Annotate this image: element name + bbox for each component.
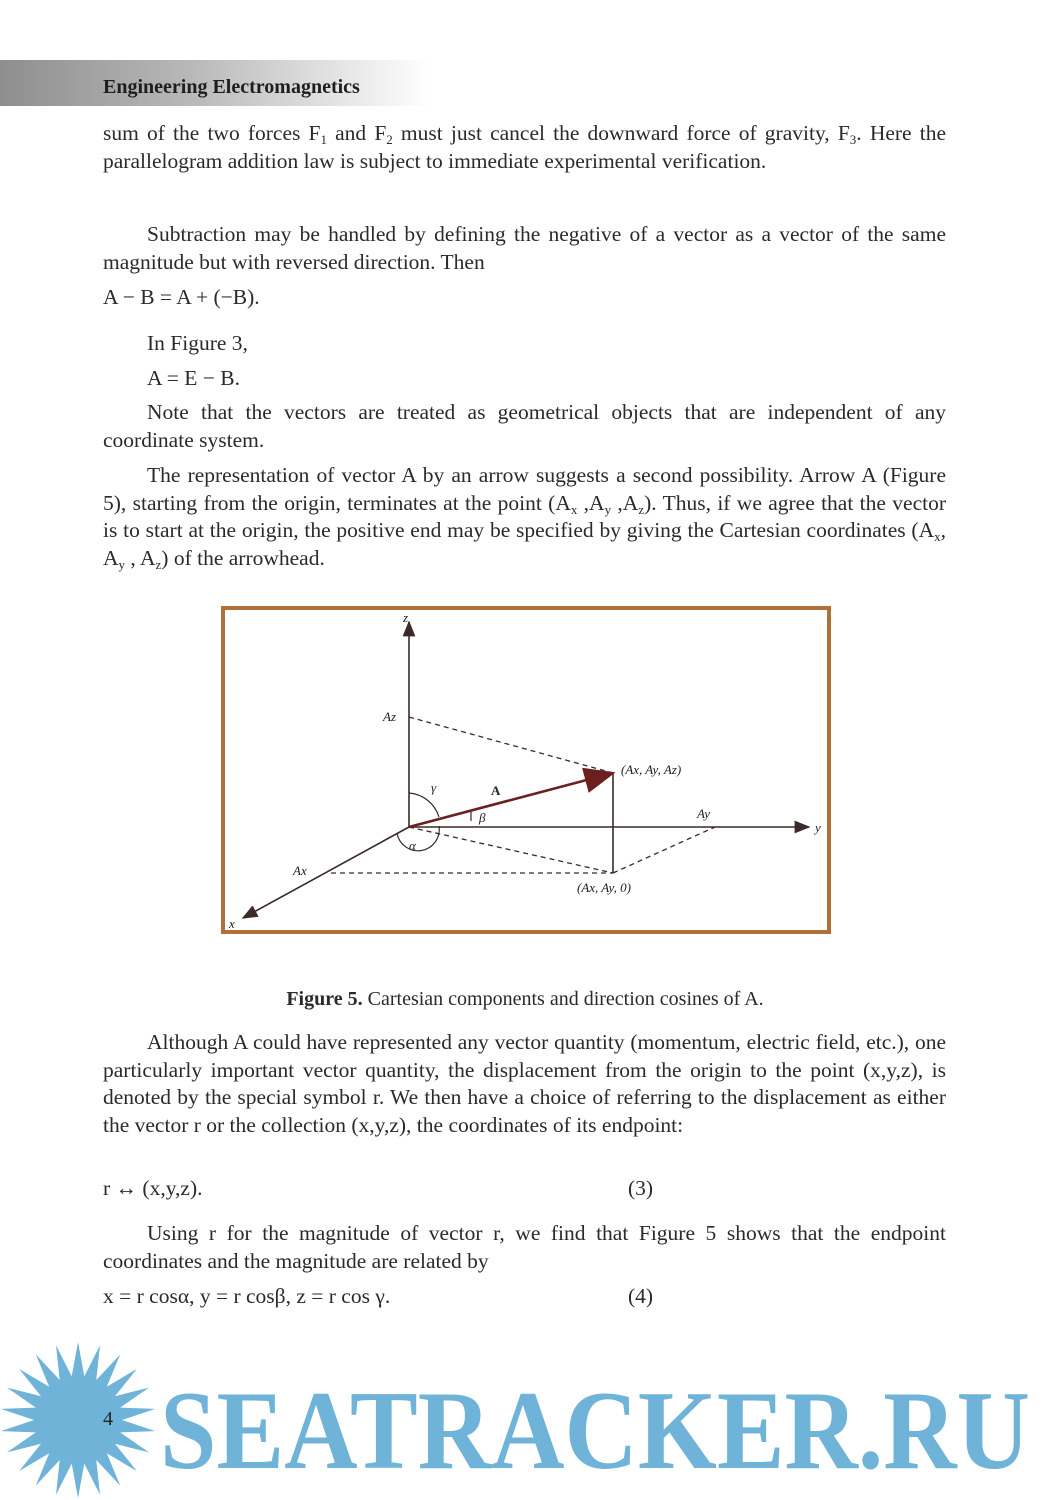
paragraph-forces: sum of the two forces $F_1$ and $F_2$ must just cancel the downward force of gravity, $F_3$. Here the parallelogram addition law is subject to immediate experimental verification. xyxy=(103,121,947,173)
equation-a-e-b: A = E − B. xyxy=(147,366,240,390)
x-axis xyxy=(243,827,409,918)
dash-az-to-point xyxy=(409,717,613,773)
running-head: Engineering Electromagnetics xyxy=(103,76,360,98)
equation-4: x = r cosα, y = r cosβ, z = r cos γ. xyxy=(103,1284,391,1308)
label-az: Az xyxy=(383,709,396,724)
label-x: x xyxy=(229,916,235,930)
label-z: z xyxy=(403,610,409,625)
label-point-xyz: (Ax, Ay, Az) xyxy=(621,762,682,777)
label-ax: Ax xyxy=(293,863,307,878)
page-number: 4 xyxy=(103,1408,113,1430)
figure-caption: Figure 5. Cartesian components and direction cosines of A. xyxy=(286,988,764,1010)
watermark xyxy=(0,1340,1050,1500)
label-y: y xyxy=(815,820,821,835)
label-point-xy0: (Ax, Ay, 0) xyxy=(577,880,631,895)
dash-foot-to-ay xyxy=(613,827,715,873)
equation-4-number: (4) xyxy=(628,1284,654,1308)
label-gamma: γ xyxy=(431,780,437,795)
sun-icon xyxy=(1,1342,155,1498)
figure-5-diagram xyxy=(225,610,827,930)
dash-origin-to-foot xyxy=(409,827,613,873)
equation-3-number: (3) xyxy=(628,1176,654,1200)
text-in-figure-3: In Figure 3, xyxy=(147,331,248,355)
equation-subtraction: A − B = A + (−B). xyxy=(103,285,260,309)
paragraph-magnitude: Using r for the magnitude of vector r, we find that Figure 5 shows that the endpoint coordinates and the magnitude are related by xyxy=(103,1221,946,1273)
equation-3: r ↔ (x,y,z). xyxy=(103,1176,203,1200)
paragraph-representation: The representation of vector A by an arrow suggests a second possibility. Arrow A (Figure 5), starting from the origin, terminates at the point ($A_x$ $,A_y$ $,A_z$). Thus, if we agree that the vector is to start at the origin, the positive end may be specified by giving the Cartesian coordinates ($A_x$, $A_y$ , $A_z$) of the arrowhead. xyxy=(103,463,946,572)
paragraph-geometric: Note that the vectors are treated as geometrical objects that are independent of any coordinate system. xyxy=(103,400,946,452)
gamma-arc xyxy=(409,793,439,817)
figure-5 xyxy=(221,606,831,934)
vector-a xyxy=(409,773,613,827)
paragraph-subtraction: Subtraction may be handled by defining the negative of a vector as a vector of the same magnitude but with reversed direction. Then xyxy=(103,222,946,274)
paragraph-displacement: Although A could have represented any vector quantity (momentum, electric field, etc.), one particularly important vector quantity, the displacement from the origin to the point (x,y,z), is denoted by the special symbol r. We then have a choice of referring to the displacement as either the vector r or the collection (x,y,z), the coordinates of its endpoint: xyxy=(103,1030,946,1137)
label-ay: Ay xyxy=(697,806,710,821)
label-a: A xyxy=(491,783,501,798)
label-alpha: α xyxy=(409,838,416,853)
watermark-text: SEATRACKER.RU xyxy=(160,1369,1030,1493)
label-beta: β xyxy=(479,810,486,825)
